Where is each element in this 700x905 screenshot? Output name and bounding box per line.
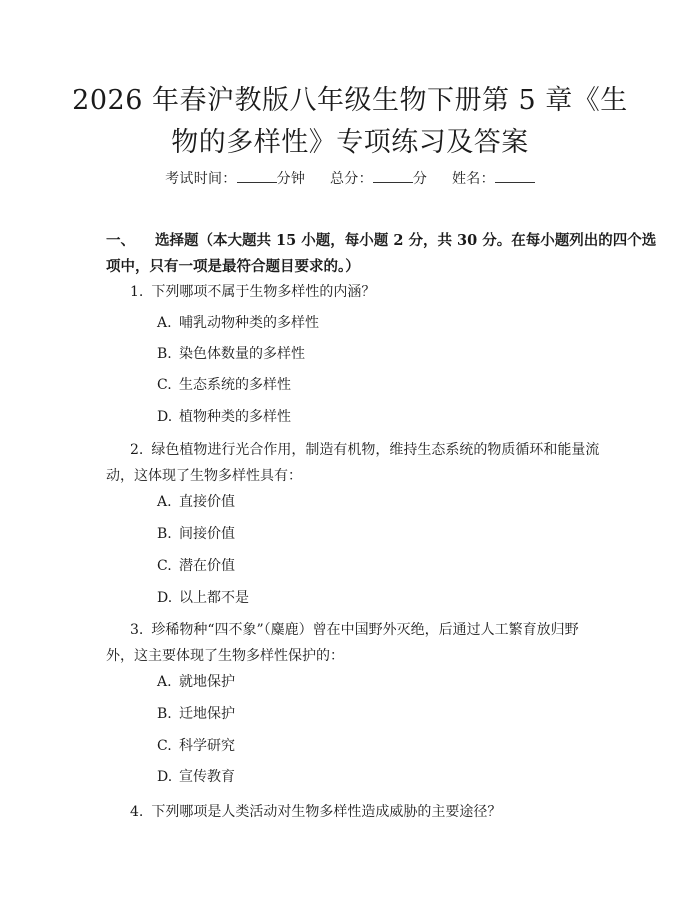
option-letter: A. xyxy=(157,674,172,690)
total-score-blank xyxy=(373,170,413,183)
option-letter: D. xyxy=(157,590,173,606)
title-line-2: 物的多样性》专项练习及答案 xyxy=(171,127,529,158)
exam-time xyxy=(165,168,305,188)
total-score-label: 总分： xyxy=(329,171,373,187)
option-letter: B. xyxy=(157,706,172,722)
option-text: 科学研究 xyxy=(179,738,235,754)
option-letter: D. xyxy=(157,769,173,785)
question-1-option-c xyxy=(157,375,291,395)
question-number: 4. xyxy=(130,804,144,820)
question-3-option-b xyxy=(157,704,235,724)
question-text-line-2: 动，这体现了生物多样性具有： xyxy=(106,468,302,484)
student-name-blank xyxy=(495,170,535,183)
section-heading-line-1: 选择题（本大题共 15 小题，每小题 2 分，共 30 分。在每小题列出的四个选 xyxy=(155,232,657,249)
question-text-line-1: 珍稀物种“四不象”（麋鹿）曾在中国野外灭绝，后通过人工繁育放归野 xyxy=(151,622,579,638)
question-2-option-a xyxy=(157,492,235,512)
exam-time-blank xyxy=(237,170,277,183)
option-text: 以上都不是 xyxy=(179,590,249,606)
question-3 xyxy=(106,617,606,669)
question-text-line-2: 外，这主要体现了生物多样性保护的： xyxy=(106,648,344,664)
question-2-option-b xyxy=(157,524,235,544)
question-4 xyxy=(106,799,606,825)
option-text: 就地保护 xyxy=(179,674,235,690)
question-2-option-d xyxy=(157,588,249,608)
section-number: 一、 xyxy=(106,232,135,249)
question-3-option-d xyxy=(157,767,235,787)
option-text: 宣传教育 xyxy=(179,769,235,785)
question-2-option-c xyxy=(157,556,235,576)
option-text: 潜在价值 xyxy=(179,558,235,574)
question-text: 下列哪项不属于生物多样性的内涵？ xyxy=(151,284,376,300)
option-text: 间接价值 xyxy=(179,526,235,542)
total-score-unit: 分 xyxy=(412,171,428,187)
option-text: 迁地保护 xyxy=(179,706,235,722)
title-line-1: 2026 年春沪教版八年级生物下册第 5 章《生 xyxy=(72,85,628,116)
option-letter: A. xyxy=(157,494,172,510)
section-heading xyxy=(106,228,657,280)
option-letter: B. xyxy=(157,346,172,362)
option-letter: C. xyxy=(157,377,172,393)
question-1-option-b xyxy=(157,344,305,364)
question-3-option-a xyxy=(157,672,235,692)
total-score xyxy=(330,168,427,188)
student-name xyxy=(452,168,535,188)
student-name-label: 姓名： xyxy=(451,171,495,187)
option-letter: B. xyxy=(157,526,172,542)
exam-time-label: 考试时间： xyxy=(165,171,237,187)
option-letter: C. xyxy=(157,558,172,574)
question-number: 3. xyxy=(130,622,144,638)
option-letter: A. xyxy=(157,315,172,331)
page-title xyxy=(60,80,640,164)
option-text: 生态系统的多样性 xyxy=(179,377,291,393)
question-1-option-a xyxy=(157,313,319,333)
option-text: 染色体数量的多样性 xyxy=(179,346,305,362)
question-number: 2. xyxy=(130,442,144,458)
question-3-option-c xyxy=(157,736,235,756)
option-text: 直接价值 xyxy=(179,494,235,510)
question-text: 下列哪项是人类活动对生物多样性造成威胁的主要途径？ xyxy=(151,804,502,820)
option-text: 哺乳动物种类的多样性 xyxy=(179,315,319,331)
option-text: 植物种类的多样性 xyxy=(179,409,291,425)
option-letter: D. xyxy=(157,409,173,425)
exam-meta xyxy=(0,168,700,188)
question-1-option-d xyxy=(157,407,291,427)
question-2 xyxy=(106,437,606,489)
exam-time-unit: 分钟 xyxy=(276,171,306,187)
option-letter: C. xyxy=(157,738,172,754)
section-heading-line-2: 项中，只有一项是最符合题目要求的。） xyxy=(106,258,360,275)
question-1 xyxy=(106,279,606,305)
question-text-line-1: 绿色植物进行光合作用，制造有机物，维持生态系统的物质循环和能量流 xyxy=(151,442,600,458)
question-number: 1. xyxy=(130,284,144,300)
